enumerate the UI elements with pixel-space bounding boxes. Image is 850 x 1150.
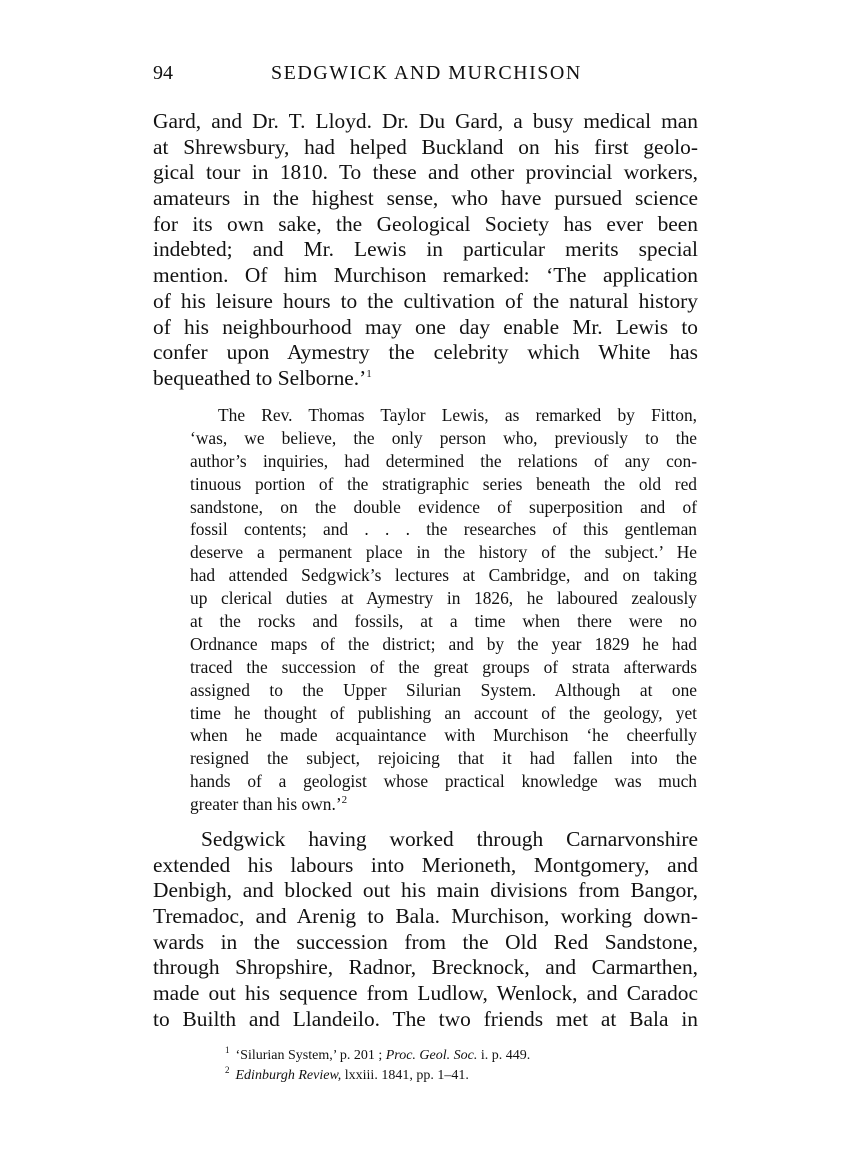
running-title: SEDGWICK AND MURCHISON	[271, 62, 582, 84]
text-line: at Shrewsbury, had helped Buckland on his first geolo-	[153, 134, 698, 159]
page-number: 94	[153, 62, 173, 84]
text-line: gical tour in 1810. To these and other provincial workers,	[153, 160, 698, 185]
quote-line: at the rocks and fossils, at a time when there were no	[190, 611, 697, 632]
text-line: extended his labours into Merioneth, Montgomery, and	[153, 852, 698, 877]
footnote-2	[225, 1066, 675, 1086]
text-line: of his neighbourhood may one day enable Mr. Lewis to	[153, 314, 698, 339]
quote-line-last	[190, 793, 697, 816]
footnote-text: i. p. 449.	[477, 1048, 531, 1063]
text-line: Tremadoc, and Arenig to Bala. Murchison, working down-	[153, 904, 698, 929]
quote-line: traced the succession of the great groups of strata afterwards	[190, 656, 697, 677]
text-line: wards in the succession from the Old Red Sandstone,	[153, 929, 698, 954]
quote-line: author’s inquiries, had determined the relations of any con-	[190, 450, 697, 471]
quote-line: resigned the subject, rejoicing that it had fallen into the	[190, 748, 697, 769]
quote-line: tinuous portion of the stratigraphic series beneath the old red	[190, 473, 697, 494]
body-paragraph-1	[153, 109, 698, 392]
footnote-italic: Proc. Geol. Soc.	[385, 1048, 478, 1063]
text-line: Sedgwick having worked through Carnarvonshire	[201, 827, 698, 851]
text-line: confer upon Aymestry the celebrity which White has	[153, 340, 698, 365]
footnote-italic: Edinburgh Review,	[235, 1068, 342, 1083]
text-line-content: bequeathed to Selborne.’	[153, 365, 367, 390]
footnote-text: lxxiii. 1841, pp. 1–41.	[341, 1068, 469, 1083]
text-line: to Builth and Llandeilo. The two friends met at Bala in	[153, 1006, 698, 1031]
text-line: indebted; and Mr. Lewis in particular merits special	[153, 237, 698, 262]
quote-line: when he made acquaintance with Murchison ‘he cheerfully	[190, 725, 697, 746]
quote-line: ‘was, we believe, the only person who, previously to the	[190, 427, 697, 448]
footnote-1	[225, 1046, 675, 1066]
quote-line: up clerical duties at Aymestry in 1826, he laboured zealously	[190, 588, 697, 609]
text-line: for its own sake, the Geological Society has ever been	[153, 211, 698, 236]
text-line: of his leisure hours to the cultivation of the natural history	[153, 288, 698, 313]
text-line: amateurs in the highest sense, who have pursued science	[153, 186, 698, 211]
footnote-mark: 2	[225, 1065, 230, 1076]
footnote-text: ‘Silurian System,’ p. 201 ;	[235, 1048, 386, 1063]
quote-line-content: greater than his own.’	[190, 794, 342, 815]
quote-line: deserve a permanent place in the history of the subject.’ He	[190, 542, 697, 563]
footnotes	[225, 1046, 675, 1086]
running-head	[153, 62, 698, 92]
quote-line: Ordnance maps of the district; and by the year 1829 he had	[190, 633, 697, 654]
block-quote	[190, 404, 697, 816]
footnote-ref-2: 2	[341, 794, 348, 807]
quote-line: hands of a geologist whose practical knowledge was much	[190, 771, 697, 792]
text-line: Denbigh, and blocked out his main divisions from Bangor,	[153, 878, 698, 903]
footnote-ref-1: 1	[366, 367, 372, 380]
body-paragraph-2	[153, 827, 698, 1033]
quote-line: had attended Sedgwick’s lectures at Cambridge, and on taking	[190, 565, 697, 586]
quote-line: assigned to the Upper Silurian System. Although at one	[190, 679, 697, 700]
text-line-last	[153, 366, 698, 392]
footnote-mark: 1	[225, 1045, 230, 1056]
text-line: made out his sequence from Ludlow, Wenlock, and Caradoc	[153, 981, 698, 1006]
quote-line: time he thought of publishing an account of the geology, yet	[190, 702, 697, 723]
quote-line: sandstone, on the double evidence of superposition and of	[190, 496, 697, 517]
quote-line: fossil contents; and . . . the researches of this gentleman	[190, 519, 697, 540]
text-line: through Shropshire, Radnor, Brecknock, and Carmarthen,	[153, 955, 698, 980]
text-line: Gard, and Dr. T. Lloyd. Dr. Du Gard, a busy medical man	[153, 109, 698, 133]
quote-line: The Rev. Thomas Taylor Lewis, as remarked by Fitton,	[218, 405, 697, 425]
text-line: mention. Of him Murchison remarked: ‘The application	[153, 263, 698, 288]
